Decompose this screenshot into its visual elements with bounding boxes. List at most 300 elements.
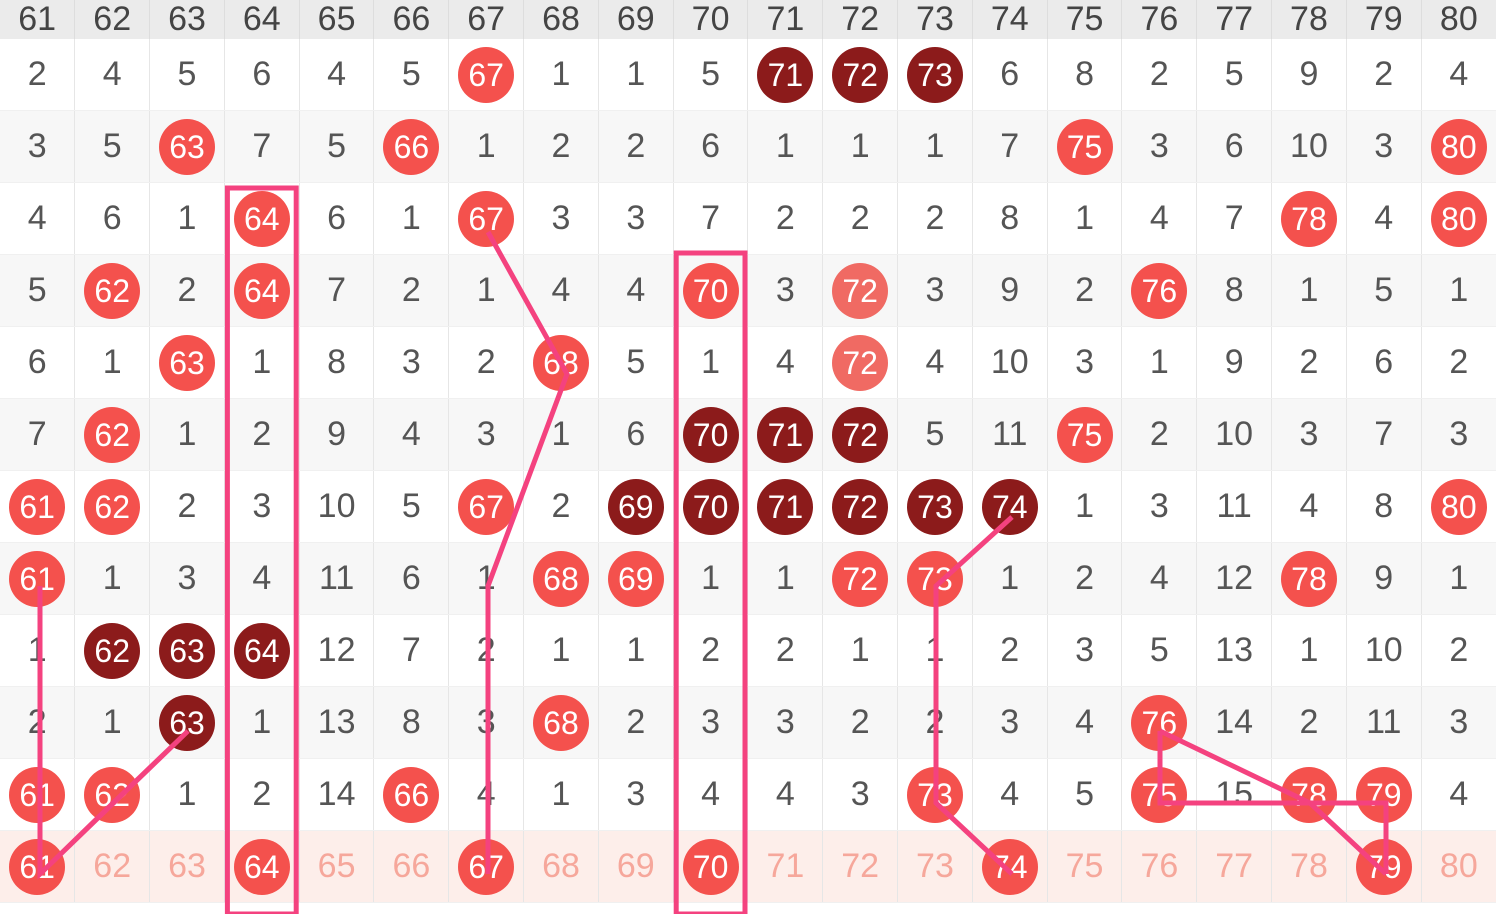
hit-ball: 72 xyxy=(832,551,888,607)
cell-69-7[interactable] xyxy=(598,543,673,615)
cell-76-9[interactable] xyxy=(1122,687,1197,759)
cell-78-0[interactable]: 9 xyxy=(1272,39,1347,111)
cell-67-0[interactable] xyxy=(449,39,524,111)
cell-77-7[interactable]: 12 xyxy=(1197,543,1272,615)
cell-65-4[interactable]: 8 xyxy=(299,327,374,399)
hit-ball: 76 xyxy=(1131,263,1187,319)
cell-80-10[interactable]: 4 xyxy=(1421,759,1496,831)
cell-66-10[interactable] xyxy=(374,759,449,831)
cell-71-0[interactable] xyxy=(748,39,823,111)
cell-61-10[interactable] xyxy=(0,759,75,831)
cell-66-0[interactable]: 5 xyxy=(374,39,449,111)
cell-80-0[interactable]: 4 xyxy=(1421,39,1496,111)
cell-65-2[interactable]: 6 xyxy=(299,183,374,255)
cell-79-1[interactable]: 3 xyxy=(1346,111,1421,183)
hit-ball: 80 xyxy=(1431,191,1487,247)
cell-66-4[interactable]: 3 xyxy=(374,327,449,399)
cell-75-10[interactable]: 5 xyxy=(1047,759,1122,831)
cell-77-6[interactable]: 11 xyxy=(1197,471,1272,543)
cell-65-3[interactable]: 7 xyxy=(299,255,374,327)
cell-79-0[interactable]: 2 xyxy=(1346,39,1421,111)
cell-70-2[interactable]: 7 xyxy=(673,183,748,255)
cell-65-11[interactable]: 65 xyxy=(299,831,374,903)
cell-62-6[interactable] xyxy=(75,471,150,543)
cell-66-9[interactable]: 8 xyxy=(374,687,449,759)
cell-76-11[interactable]: 76 xyxy=(1122,831,1197,903)
cell-65-5[interactable]: 9 xyxy=(299,399,374,471)
cell-73-3[interactable]: 3 xyxy=(898,255,973,327)
cell-71-3[interactable]: 3 xyxy=(748,255,823,327)
cell-77-2[interactable]: 7 xyxy=(1197,183,1272,255)
cell-63-11[interactable]: 63 xyxy=(150,831,225,903)
cell-67-4[interactable]: 2 xyxy=(449,327,524,399)
cell-66-3[interactable]: 2 xyxy=(374,255,449,327)
cell-68-8[interactable]: 1 xyxy=(524,615,599,687)
cell-69-8[interactable]: 1 xyxy=(598,615,673,687)
cell-77-5[interactable]: 10 xyxy=(1197,399,1272,471)
cell-67-10[interactable]: 4 xyxy=(449,759,524,831)
cell-76-2[interactable]: 4 xyxy=(1122,183,1197,255)
cell-78-10[interactable] xyxy=(1272,759,1347,831)
cell-63-8[interactable] xyxy=(150,615,225,687)
cell-78-4[interactable]: 2 xyxy=(1272,327,1347,399)
hit-ball: 72 xyxy=(832,263,888,319)
cell-72-1[interactable]: 1 xyxy=(823,111,898,183)
table-row xyxy=(0,183,1496,255)
cell-74-11[interactable] xyxy=(972,831,1047,903)
cell-80-7[interactable]: 1 xyxy=(1421,543,1496,615)
hit-ball: 72 xyxy=(832,479,888,535)
cell-65-0[interactable]: 4 xyxy=(299,39,374,111)
cell-65-9[interactable]: 13 xyxy=(299,687,374,759)
cell-72-4[interactable] xyxy=(823,327,898,399)
hit-ball: 69 xyxy=(608,479,664,535)
cell-74-2[interactable]: 8 xyxy=(972,183,1047,255)
cell-65-10[interactable]: 14 xyxy=(299,759,374,831)
cell-73-10[interactable] xyxy=(898,759,973,831)
cell-67-11[interactable] xyxy=(449,831,524,903)
cell-70-6[interactable] xyxy=(673,471,748,543)
cell-61-4[interactable]: 6 xyxy=(0,327,75,399)
hit-ball: 68 xyxy=(533,695,589,751)
cell-74-10[interactable]: 4 xyxy=(972,759,1047,831)
cell-61-0[interactable]: 2 xyxy=(0,39,75,111)
cell-69-3[interactable]: 4 xyxy=(598,255,673,327)
cell-80-6[interactable] xyxy=(1421,471,1496,543)
cell-73-11[interactable]: 73 xyxy=(898,831,973,903)
cell-65-8[interactable]: 12 xyxy=(299,615,374,687)
column-header-72[interactable]: 72 xyxy=(823,0,898,39)
cell-80-1[interactable] xyxy=(1421,111,1496,183)
hit-ball: 71 xyxy=(757,407,813,463)
column-header-75[interactable]: 75 xyxy=(1047,0,1122,39)
cell-73-6[interactable] xyxy=(898,471,973,543)
cell-62-1[interactable]: 5 xyxy=(75,111,150,183)
hit-ball: 62 xyxy=(84,263,140,319)
cell-67-7[interactable]: 1 xyxy=(449,543,524,615)
cell-74-4[interactable]: 10 xyxy=(972,327,1047,399)
hit-ball: 70 xyxy=(683,839,739,895)
hit-ball: 72 xyxy=(832,335,888,391)
cell-63-6[interactable]: 2 xyxy=(150,471,225,543)
cell-79-4[interactable]: 6 xyxy=(1346,327,1421,399)
cell-70-9[interactable]: 3 xyxy=(673,687,748,759)
cell-72-11[interactable]: 72 xyxy=(823,831,898,903)
cell-70-10[interactable]: 4 xyxy=(673,759,748,831)
hit-ball: 64 xyxy=(234,191,290,247)
cell-73-1[interactable]: 1 xyxy=(898,111,973,183)
hit-ball: 71 xyxy=(757,479,813,535)
cell-75-0[interactable]: 8 xyxy=(1047,39,1122,111)
cell-75-9[interactable]: 4 xyxy=(1047,687,1122,759)
hit-ball: 62 xyxy=(84,767,140,823)
cell-78-8[interactable]: 1 xyxy=(1272,615,1347,687)
cell-75-7[interactable]: 2 xyxy=(1047,543,1122,615)
cell-63-4[interactable] xyxy=(150,327,225,399)
cell-72-7[interactable] xyxy=(823,543,898,615)
column-header-79[interactable]: 79 xyxy=(1346,0,1421,39)
cell-80-5[interactable]: 3 xyxy=(1421,399,1496,471)
hit-ball: 62 xyxy=(84,407,140,463)
column-header-63[interactable]: 63 xyxy=(150,0,225,39)
cell-72-8[interactable]: 1 xyxy=(823,615,898,687)
cell-77-4[interactable]: 9 xyxy=(1197,327,1272,399)
cell-71-2[interactable]: 2 xyxy=(748,183,823,255)
cell-79-5[interactable]: 7 xyxy=(1346,399,1421,471)
cell-75-11[interactable]: 75 xyxy=(1047,831,1122,903)
column-header-62[interactable]: 62 xyxy=(75,0,150,39)
hit-ball: 61 xyxy=(9,479,65,535)
cell-62-0[interactable]: 4 xyxy=(75,39,150,111)
table-row xyxy=(0,759,1496,831)
cell-77-10[interactable]: 15 xyxy=(1197,759,1272,831)
column-header-61[interactable]: 61 xyxy=(0,0,75,39)
hit-ball: 64 xyxy=(234,839,290,895)
cell-65-7[interactable]: 11 xyxy=(299,543,374,615)
cell-64-0[interactable]: 6 xyxy=(224,39,299,111)
cell-64-10[interactable]: 2 xyxy=(224,759,299,831)
cell-62-8[interactable] xyxy=(75,615,150,687)
cell-77-8[interactable]: 13 xyxy=(1197,615,1272,687)
cell-75-8[interactable]: 3 xyxy=(1047,615,1122,687)
cell-71-4[interactable]: 4 xyxy=(748,327,823,399)
cell-68-1[interactable]: 2 xyxy=(524,111,599,183)
cell-71-1[interactable]: 1 xyxy=(748,111,823,183)
cell-72-10[interactable]: 3 xyxy=(823,759,898,831)
footer-row xyxy=(0,831,1496,903)
table-row xyxy=(0,543,1496,615)
hit-ball: 75 xyxy=(1131,767,1187,823)
cell-69-10[interactable]: 3 xyxy=(598,759,673,831)
grid-body xyxy=(0,39,1496,903)
table-row xyxy=(0,615,1496,687)
cell-67-3[interactable]: 1 xyxy=(449,255,524,327)
cell-77-3[interactable]: 8 xyxy=(1197,255,1272,327)
hit-ball: 72 xyxy=(832,47,888,103)
cell-68-4[interactable] xyxy=(524,327,599,399)
column-header-68[interactable]: 68 xyxy=(524,0,599,39)
cell-75-6[interactable]: 1 xyxy=(1047,471,1122,543)
column-header-73[interactable]: 73 xyxy=(898,0,973,39)
cell-76-6[interactable]: 3 xyxy=(1122,471,1197,543)
cell-78-11[interactable]: 78 xyxy=(1272,831,1347,903)
cell-70-0[interactable]: 5 xyxy=(673,39,748,111)
cell-76-5[interactable]: 2 xyxy=(1122,399,1197,471)
hit-ball: 70 xyxy=(683,407,739,463)
cell-62-10[interactable] xyxy=(75,759,150,831)
cell-72-5[interactable] xyxy=(823,399,898,471)
cell-69-4[interactable]: 5 xyxy=(598,327,673,399)
cell-68-10[interactable]: 1 xyxy=(524,759,599,831)
column-header-77[interactable]: 77 xyxy=(1197,0,1272,39)
cell-68-3[interactable]: 4 xyxy=(524,255,599,327)
cell-62-11[interactable]: 62 xyxy=(75,831,150,903)
hit-ball: 68 xyxy=(533,335,589,391)
cell-70-4[interactable]: 1 xyxy=(673,327,748,399)
cell-68-0[interactable]: 1 xyxy=(524,39,599,111)
cell-62-9[interactable]: 1 xyxy=(75,687,150,759)
cell-69-2[interactable]: 3 xyxy=(598,183,673,255)
cell-61-8[interactable]: 1 xyxy=(0,615,75,687)
cell-63-10[interactable]: 1 xyxy=(150,759,225,831)
cell-69-5[interactable]: 6 xyxy=(598,399,673,471)
hit-ball: 80 xyxy=(1431,119,1487,175)
cell-61-5[interactable]: 7 xyxy=(0,399,75,471)
cell-73-7[interactable] xyxy=(898,543,973,615)
hit-ball: 63 xyxy=(159,119,215,175)
cell-76-8[interactable]: 5 xyxy=(1122,615,1197,687)
cell-61-6[interactable] xyxy=(0,471,75,543)
cell-79-7[interactable]: 9 xyxy=(1346,543,1421,615)
cell-71-5[interactable] xyxy=(748,399,823,471)
cell-77-1[interactable]: 6 xyxy=(1197,111,1272,183)
cell-69-0[interactable]: 1 xyxy=(598,39,673,111)
cell-68-7[interactable] xyxy=(524,543,599,615)
cell-79-2[interactable]: 4 xyxy=(1346,183,1421,255)
cell-64-7[interactable]: 4 xyxy=(224,543,299,615)
cell-72-3[interactable] xyxy=(823,255,898,327)
hit-ball: 69 xyxy=(608,551,664,607)
cell-71-10[interactable]: 4 xyxy=(748,759,823,831)
cell-76-4[interactable]: 1 xyxy=(1122,327,1197,399)
cell-74-9[interactable]: 3 xyxy=(972,687,1047,759)
cell-64-4[interactable]: 1 xyxy=(224,327,299,399)
cell-75-1[interactable] xyxy=(1047,111,1122,183)
cell-73-4[interactable]: 4 xyxy=(898,327,973,399)
cell-70-8[interactable]: 2 xyxy=(673,615,748,687)
cell-63-3[interactable]: 2 xyxy=(150,255,225,327)
cell-73-9[interactable]: 2 xyxy=(898,687,973,759)
cell-61-2[interactable]: 4 xyxy=(0,183,75,255)
cell-68-9[interactable] xyxy=(524,687,599,759)
cell-76-3[interactable] xyxy=(1122,255,1197,327)
cell-76-0[interactable]: 2 xyxy=(1122,39,1197,111)
hit-ball: 66 xyxy=(383,119,439,175)
cell-78-5[interactable]: 3 xyxy=(1272,399,1347,471)
cell-79-10[interactable] xyxy=(1346,759,1421,831)
cell-66-2[interactable]: 1 xyxy=(374,183,449,255)
cell-76-1[interactable]: 3 xyxy=(1122,111,1197,183)
cell-67-1[interactable]: 1 xyxy=(449,111,524,183)
cell-67-8[interactable]: 2 xyxy=(449,615,524,687)
cell-70-11[interactable] xyxy=(673,831,748,903)
cell-74-0[interactable]: 6 xyxy=(972,39,1047,111)
cell-72-9[interactable]: 2 xyxy=(823,687,898,759)
cell-66-6[interactable]: 5 xyxy=(374,471,449,543)
cell-80-4[interactable]: 2 xyxy=(1421,327,1496,399)
hit-ball: 73 xyxy=(907,767,963,823)
cell-79-8[interactable]: 10 xyxy=(1346,615,1421,687)
cell-69-6[interactable] xyxy=(598,471,673,543)
cell-73-0[interactable] xyxy=(898,39,973,111)
cell-70-7[interactable]: 1 xyxy=(673,543,748,615)
hit-ball: 61 xyxy=(9,767,65,823)
cell-61-1[interactable]: 3 xyxy=(0,111,75,183)
cell-76-7[interactable]: 4 xyxy=(1122,543,1197,615)
cell-66-8[interactable]: 7 xyxy=(374,615,449,687)
cell-72-0[interactable] xyxy=(823,39,898,111)
cell-68-6[interactable]: 2 xyxy=(524,471,599,543)
cell-68-5[interactable]: 1 xyxy=(524,399,599,471)
table-row xyxy=(0,471,1496,543)
column-header-row xyxy=(0,0,1496,39)
cell-80-3[interactable]: 1 xyxy=(1421,255,1496,327)
cell-77-0[interactable]: 5 xyxy=(1197,39,1272,111)
cell-70-5[interactable] xyxy=(673,399,748,471)
cell-75-3[interactable]: 2 xyxy=(1047,255,1122,327)
cell-78-2[interactable] xyxy=(1272,183,1347,255)
cell-69-11[interactable]: 69 xyxy=(598,831,673,903)
column-header-69[interactable]: 69 xyxy=(598,0,673,39)
cell-66-11[interactable]: 66 xyxy=(374,831,449,903)
hit-ball: 80 xyxy=(1431,479,1487,535)
cell-80-8[interactable]: 2 xyxy=(1421,615,1496,687)
cell-73-5[interactable]: 5 xyxy=(898,399,973,471)
cell-63-2[interactable]: 1 xyxy=(150,183,225,255)
cell-79-11[interactable] xyxy=(1346,831,1421,903)
cell-70-3[interactable] xyxy=(673,255,748,327)
cell-62-4[interactable]: 1 xyxy=(75,327,150,399)
column-header-76[interactable]: 76 xyxy=(1122,0,1197,39)
cell-64-1[interactable]: 7 xyxy=(224,111,299,183)
cell-74-1[interactable]: 7 xyxy=(972,111,1047,183)
column-header-66[interactable]: 66 xyxy=(374,0,449,39)
cell-63-9[interactable] xyxy=(150,687,225,759)
cell-66-1[interactable] xyxy=(374,111,449,183)
hit-ball: 71 xyxy=(757,47,813,103)
cell-71-9[interactable]: 3 xyxy=(748,687,823,759)
hit-ball: 78 xyxy=(1281,767,1337,823)
hit-ball: 63 xyxy=(159,623,215,679)
cell-74-7[interactable]: 1 xyxy=(972,543,1047,615)
cell-64-6[interactable]: 3 xyxy=(224,471,299,543)
cell-61-3[interactable]: 5 xyxy=(0,255,75,327)
column-header-70[interactable]: 70 xyxy=(673,0,748,39)
cell-66-5[interactable]: 4 xyxy=(374,399,449,471)
column-header-64[interactable]: 64 xyxy=(224,0,299,39)
cell-78-1[interactable]: 10 xyxy=(1272,111,1347,183)
cell-68-11[interactable]: 68 xyxy=(524,831,599,903)
cell-79-9[interactable]: 11 xyxy=(1346,687,1421,759)
cell-78-3[interactable]: 1 xyxy=(1272,255,1347,327)
cell-74-6[interactable] xyxy=(972,471,1047,543)
cell-74-8[interactable]: 2 xyxy=(972,615,1047,687)
column-header-74[interactable]: 74 xyxy=(972,0,1047,39)
cell-67-6[interactable] xyxy=(449,471,524,543)
cell-74-5[interactable]: 11 xyxy=(972,399,1047,471)
cell-78-6[interactable]: 4 xyxy=(1272,471,1347,543)
cell-69-9[interactable]: 2 xyxy=(598,687,673,759)
cell-63-1[interactable] xyxy=(150,111,225,183)
cell-61-9[interactable]: 2 xyxy=(0,687,75,759)
cell-64-5[interactable]: 2 xyxy=(224,399,299,471)
cell-61-11[interactable] xyxy=(0,831,75,903)
cell-67-5[interactable]: 3 xyxy=(449,399,524,471)
column-header-65[interactable]: 65 xyxy=(299,0,374,39)
cell-68-2[interactable]: 3 xyxy=(524,183,599,255)
cell-64-3[interactable] xyxy=(224,255,299,327)
cell-62-3[interactable] xyxy=(75,255,150,327)
cell-72-6[interactable] xyxy=(823,471,898,543)
column-header-71[interactable]: 71 xyxy=(748,0,823,39)
cell-77-11[interactable]: 77 xyxy=(1197,831,1272,903)
cell-75-4[interactable]: 3 xyxy=(1047,327,1122,399)
cell-73-8[interactable]: 1 xyxy=(898,615,973,687)
cell-66-7[interactable]: 6 xyxy=(374,543,449,615)
cell-71-7[interactable]: 1 xyxy=(748,543,823,615)
column-header-67[interactable]: 67 xyxy=(449,0,524,39)
cell-80-9[interactable]: 3 xyxy=(1421,687,1496,759)
cell-63-7[interactable]: 3 xyxy=(150,543,225,615)
cell-69-1[interactable]: 2 xyxy=(598,111,673,183)
cell-78-7[interactable] xyxy=(1272,543,1347,615)
column-header-78[interactable]: 78 xyxy=(1272,0,1347,39)
cell-64-11[interactable] xyxy=(224,831,299,903)
cell-71-6[interactable] xyxy=(748,471,823,543)
cell-77-9[interactable]: 14 xyxy=(1197,687,1272,759)
cell-74-3[interactable]: 9 xyxy=(972,255,1047,327)
cell-72-2[interactable]: 2 xyxy=(823,183,898,255)
cell-79-3[interactable]: 5 xyxy=(1346,255,1421,327)
cell-67-9[interactable]: 3 xyxy=(449,687,524,759)
cell-64-8[interactable] xyxy=(224,615,299,687)
cell-76-10[interactable] xyxy=(1122,759,1197,831)
cell-62-7[interactable]: 1 xyxy=(75,543,150,615)
cell-64-2[interactable] xyxy=(224,183,299,255)
cell-65-1[interactable]: 5 xyxy=(299,111,374,183)
cell-78-9[interactable]: 2 xyxy=(1272,687,1347,759)
cell-73-2[interactable]: 2 xyxy=(898,183,973,255)
cell-63-0[interactable]: 5 xyxy=(150,39,225,111)
cell-79-6[interactable]: 8 xyxy=(1346,471,1421,543)
cell-62-2[interactable]: 6 xyxy=(75,183,150,255)
cell-80-2[interactable] xyxy=(1421,183,1496,255)
cell-71-8[interactable]: 2 xyxy=(748,615,823,687)
column-header-80[interactable]: 80 xyxy=(1421,0,1496,39)
cell-70-1[interactable]: 6 xyxy=(673,111,748,183)
cell-61-7[interactable] xyxy=(0,543,75,615)
table-row xyxy=(0,399,1496,471)
cell-75-5[interactable] xyxy=(1047,399,1122,471)
cell-71-11[interactable]: 71 xyxy=(748,831,823,903)
cell-63-5[interactable]: 1 xyxy=(150,399,225,471)
cell-64-9[interactable]: 1 xyxy=(224,687,299,759)
cell-65-6[interactable]: 10 xyxy=(299,471,374,543)
cell-62-5[interactable] xyxy=(75,399,150,471)
cell-80-11[interactable]: 80 xyxy=(1421,831,1496,903)
cell-75-2[interactable]: 1 xyxy=(1047,183,1122,255)
cell-67-2[interactable] xyxy=(449,183,524,255)
